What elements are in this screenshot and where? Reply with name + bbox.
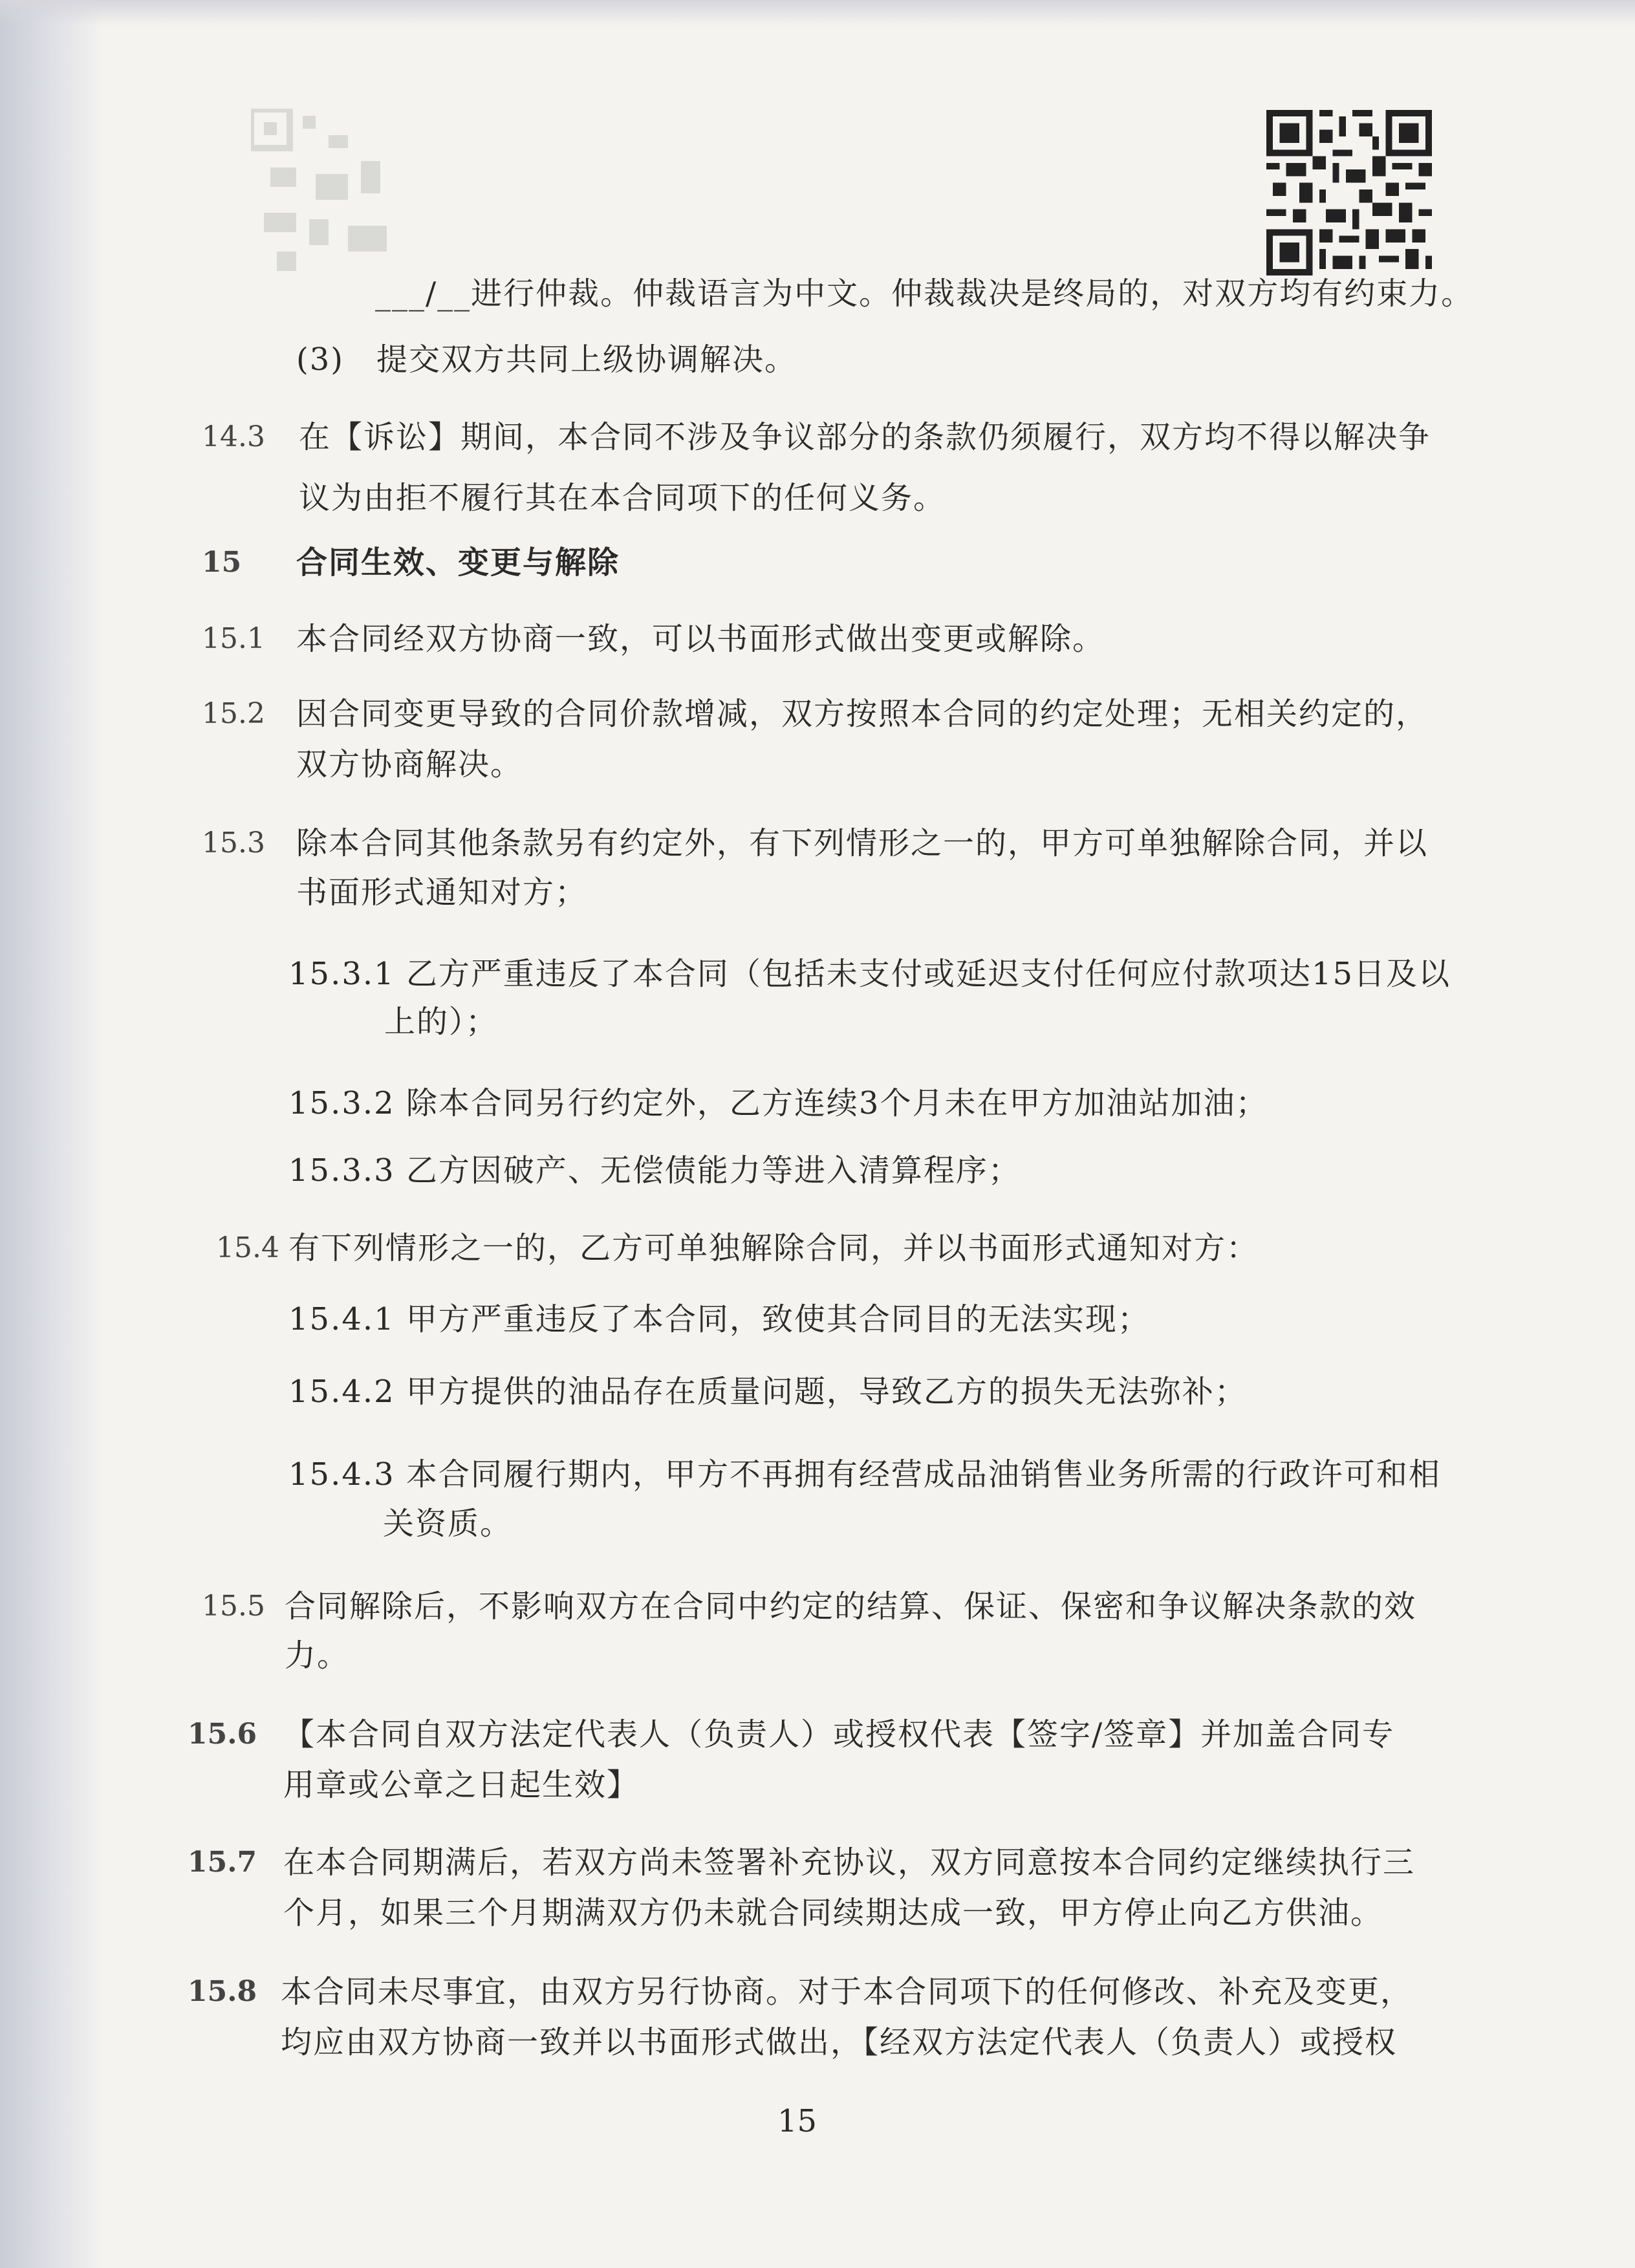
text-line: 个月，如果三个月期满双方仍未就合同续期达成一致，甲方停止向乙方供油。 (283, 1895, 1383, 1931)
text-line: 关资质。 (383, 1506, 513, 1542)
qr-code-icon (1266, 110, 1432, 275)
text-line: ___/__进行仲裁。仲裁语言为中文。仲裁裁决是终局的，对双方均有约束力。 (375, 275, 1474, 312)
clause-number: 15.3 (202, 826, 265, 859)
clause-number: 15.5 (202, 1590, 265, 1623)
clause-number: 15.8 (188, 1975, 257, 2008)
section-number: 15 (202, 546, 242, 579)
text-line: 本合同未尽事宜，由双方另行协商。对于本合同项下的任何修改、补充及变更， (281, 1974, 1413, 2010)
scan-edge-shadow (0, 0, 103, 2268)
text-line: 书面形式通知对方； (296, 874, 588, 911)
clause-number: 14.3 (202, 420, 265, 453)
text-line: 双方协商解决。 (296, 746, 523, 783)
clause-number: 15.6 (188, 1718, 257, 1751)
text-line: 因合同变更导致的合同价款增减，双方按照本合同的约定处理；无相关约定的， (296, 696, 1429, 732)
text-line: 15.4.2 甲方提供的油品存在质量问题，导致乙方的损失无法弥补； (288, 1374, 1247, 1410)
text-line: 上的）； (384, 1004, 499, 1040)
text-line: 15.3.3 乙方因破产、无偿债能力等进入清算程序； (288, 1152, 1021, 1189)
text-line: 力。 (285, 1637, 350, 1674)
text-line: 合同解除后，不影响双方在合同中约定的结算、保证、保密和争议解决条款的效 (285, 1588, 1417, 1625)
section-heading: 合同生效、变更与解除 (296, 545, 620, 581)
clause-number: 15.1 (202, 622, 265, 655)
text-line: 15.3.1 乙方严重违反了本合同（包括未支付或延迟支付任何应付款项达15日及以 (288, 956, 1451, 992)
clause-number: 15.2 (202, 697, 265, 730)
clause-number: 15.4 (216, 1231, 279, 1264)
text-line: 在本合同期满后，若双方尚未签署补充协议，双方同意按本合同约定继续执行三 (283, 1844, 1416, 1881)
page-number: 15 (777, 2103, 817, 2139)
scan-top-shadow (0, 0, 1635, 26)
text-line: 15.4.1 甲方严重违反了本合同，致使其合同目的无法实现； (288, 1301, 1150, 1337)
text-line: 有下列情形之一的，乙方可单独解除合同，并以书面形式通知对方： (288, 1230, 1259, 1266)
text-line: 议为由拒不履行其在本合同项下的任何义务。 (299, 480, 946, 516)
text-line: 在【诉讼】期间，本合同不涉及争议部分的条款仍须履行，双方均不得以解决争 (299, 419, 1431, 455)
text-line: 15.3.2 除本合同另行约定外，乙方连续3个月未在甲方加油站加油； (288, 1085, 1268, 1121)
text-line: 用章或公章之日起生效】 (283, 1767, 640, 1803)
text-line: 本合同经双方协商一致，可以书面形式做出变更或解除。 (296, 621, 1105, 657)
ghost-qr-code-icon (251, 109, 406, 278)
text-line: 均应由双方协商一致并以书面形式做出，【经双方法定代表人（负责人）或授权 (281, 2024, 1398, 2060)
text-line: 除本合同其他条款另有约定外，有下列情形之一的，甲方可单独解除合同，并以 (296, 825, 1429, 861)
text-line: 15.4.3 本合同履行期内，甲方不再拥有经营成品油销售业务所需的行政许可和相 (288, 1456, 1441, 1493)
text-line: (3) 提交双方共同上级协调解决。 (296, 341, 797, 378)
clause-number: 15.7 (188, 1846, 257, 1879)
text-line: 【本合同自双方法定代表人（负责人）或授权代表【签字/签章】并加盖合同专 (283, 1716, 1395, 1753)
